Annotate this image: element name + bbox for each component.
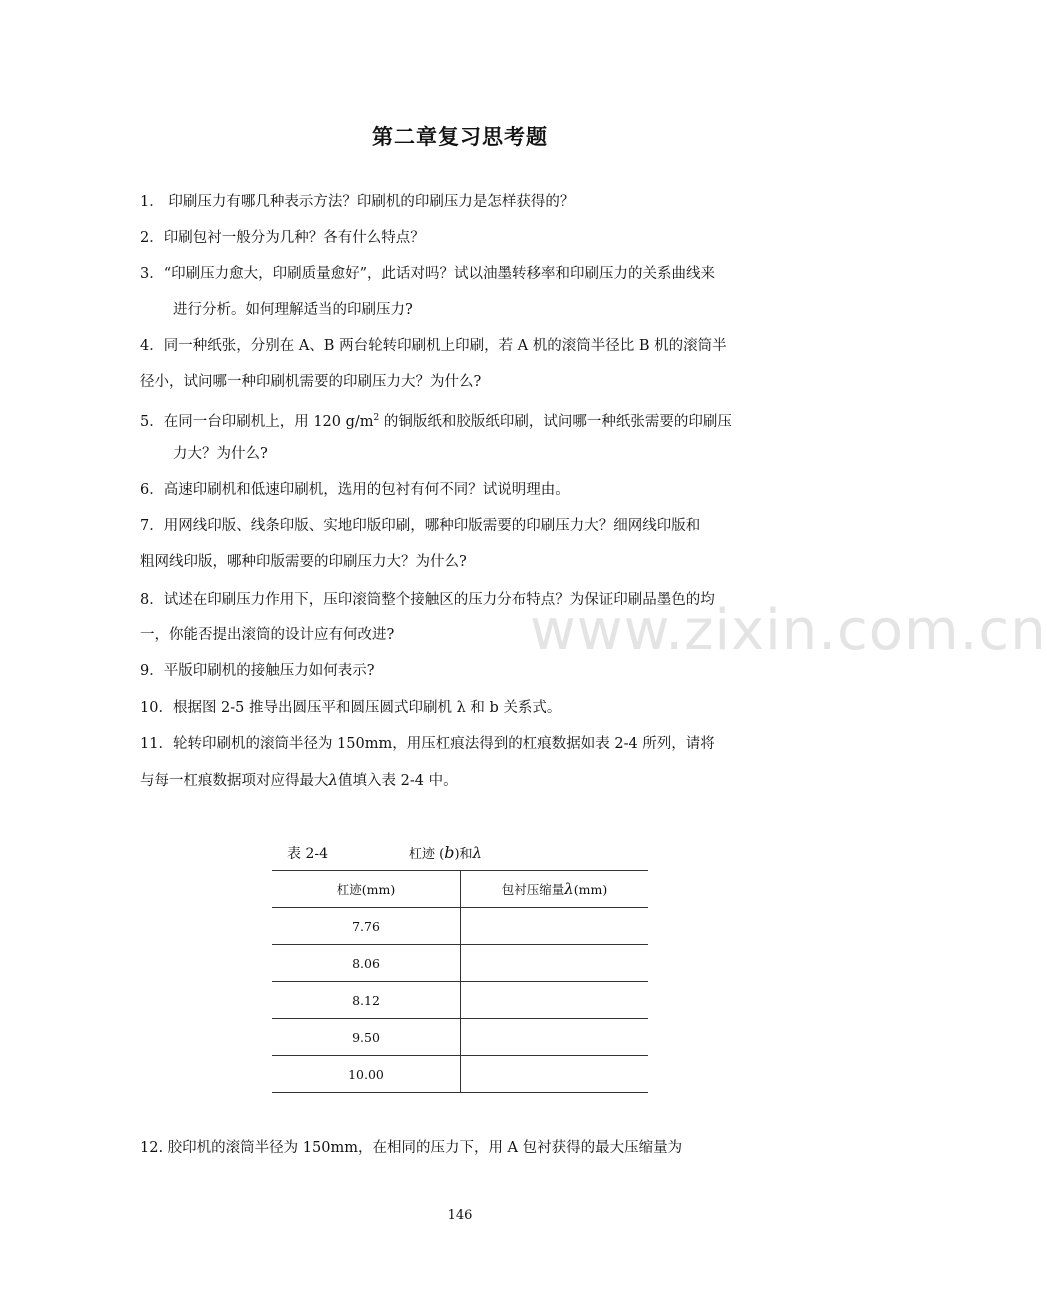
question-11-line-1: 11．轮转印刷机的滚筒半径为 150mm，用压杠痕法得到的杠痕数据如表 2-4 所列，请将: [140, 736, 715, 752]
question-1: 1． 印刷压力有哪几种表示方法？印刷机的印刷压力是怎样获得的？: [140, 194, 575, 210]
question-8-line-2: 一，你能否提出滚筒的设计应有何改进?: [140, 627, 395, 643]
table-subcaption-a: 杠迹 (: [409, 847, 445, 862]
table-row: [272, 982, 648, 1019]
question-11-line-2: [140, 770, 458, 791]
table-number: 表 2-4: [287, 846, 328, 862]
table-cell-lambda: [461, 982, 649, 1019]
question-4-line-2: 径小，试问哪一种印刷机需要的印刷压力大？为什么?: [140, 374, 482, 390]
table-cell-lambda: [461, 1056, 649, 1093]
question-11-text-b: 值填入表 2-4 中。: [338, 773, 458, 789]
question-12: 12. 胶印机的滚筒半径为 150mm，在相同的压力下，用 A 包衬获得的最大压缩量为: [140, 1140, 683, 1156]
table-cell-b: 8.12: [272, 982, 461, 1019]
question-5-line-1: [140, 408, 732, 432]
table-cell-b: 8.06: [272, 945, 461, 982]
question-9: 9．平版印刷机的接触压力如何表示?: [140, 663, 375, 679]
question-3-line-1: 3．“印刷压力愈大，印刷质量愈好”，此话对吗？试以油墨转移率和印刷压力的关系曲线来: [140, 266, 716, 282]
question-4-line-1: 4．同一种纸张，分别在 A、B 两台轮转印刷机上印刷，若 A 机的滚筒半径比 B 机的滚筒半: [140, 338, 727, 354]
table-header-row: [272, 871, 648, 908]
column-header-lambda-unit: (mm): [573, 882, 608, 897]
table-subcaption-lambda: λ: [472, 844, 483, 862]
column-header-lambda: [461, 871, 649, 908]
table-cell-lambda: [461, 945, 649, 982]
question-7-line-2: 粗网线印版，哪种印版需要的印刷压力大？为什么?: [140, 554, 467, 570]
table-row: [272, 1056, 648, 1093]
lambda-symbol: λ: [328, 771, 339, 789]
question-3-line-2: 进行分析。如何理解适当的印刷压力?: [173, 302, 413, 318]
column-header-lambda-text: 包衬压缩量: [501, 882, 565, 897]
table-cell-b: 7.76: [272, 908, 461, 945]
watermark: www.zixin.com.cn: [530, 598, 1047, 663]
table-subcaption-b: b: [444, 843, 455, 862]
table-cell-b: 9.50: [272, 1019, 461, 1056]
data-table: [272, 870, 648, 1093]
question-5-text-a: 5．在同一台印刷机上，用 120 g/m: [140, 413, 374, 430]
table-subcaption: [409, 843, 482, 862]
table-cell-b: 10.00: [272, 1056, 461, 1093]
question-5-line-2: 力大？为什么?: [173, 446, 268, 462]
column-header-lambda-symbol: λ: [564, 880, 574, 898]
question-6: 6．高速印刷机和低速印刷机，选用的包衬有何不同？试说明理由。: [140, 482, 570, 498]
table-cell-lambda: [461, 908, 649, 945]
question-5-superscript: 2: [373, 413, 380, 423]
question-5-text-b: 的铜版纸和胶版纸印刷，试问哪一种纸张需要的印刷压: [379, 413, 732, 430]
question-10: 10．根据图 2-5 推导出圆压平和圆压圆式印刷机 λ 和 b 关系式。: [140, 700, 562, 716]
question-11-text-a: 与每一杠痕数据项对应得最大: [140, 773, 329, 789]
table-cell-lambda: [461, 1019, 649, 1056]
table-subcaption-c: )和: [454, 847, 473, 862]
page-title: 第二章复习思考题: [372, 125, 548, 149]
table-caption: [287, 843, 483, 863]
table-row: [272, 908, 648, 945]
table-row: [272, 945, 648, 982]
column-header-b: 杠迹(mm): [272, 871, 461, 908]
table-row: [272, 1019, 648, 1056]
question-7-line-1: 7．用网线印版、线条印版、实地印版印刷，哪种印版需要的印刷压力大？细网线印版和: [140, 518, 701, 534]
page-number: 146: [447, 1208, 473, 1223]
question-2: 2．印刷包衬一般分为几种？各有什么特点？: [140, 230, 425, 246]
question-8-line-1: 8．试述在印刷压力作用下，压印滚筒整个接触区的压力分布特点？为保证印刷品墨色的均: [140, 592, 715, 608]
